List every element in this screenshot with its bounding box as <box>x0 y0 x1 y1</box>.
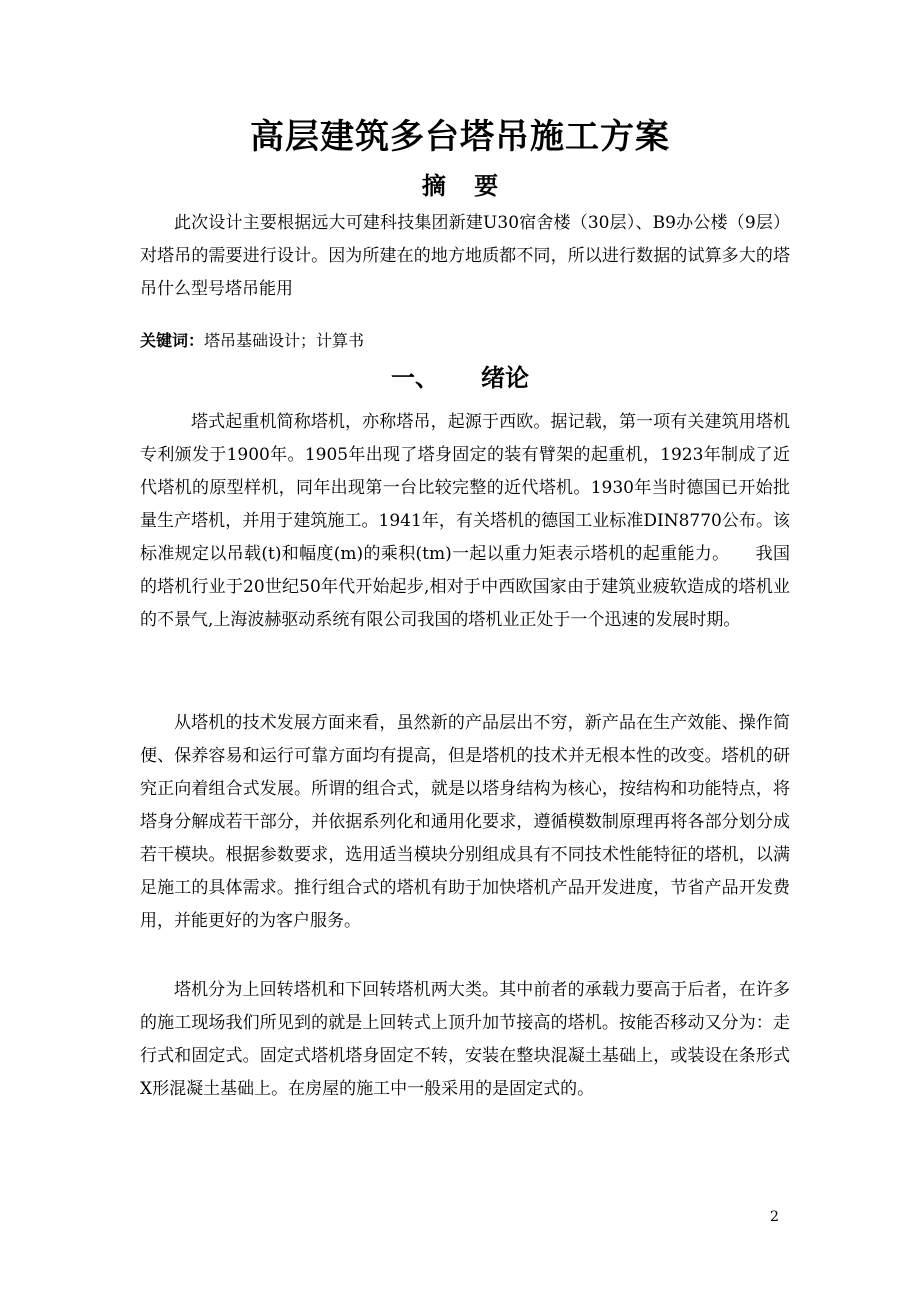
body-paragraph: 塔式起重机简称塔机，亦称塔吊，起源于西欧。据记载，第一项有关建筑用塔机专利颁发于1900年。1905年出现了塔身固定的装有臂架的起重机，1923年制成了近代塔机的原型样机，同年出现第一台比较完整的近代塔机。1930年当时德国已开始批量生产塔机，并用于建筑施工。1941年，有关塔机的德国工业标准DIN8770公布。该标准规定以吊载(t)和幅度(m)的乘积(tm)一起以重力矩表示塔机的起重能力。 我国的塔机行业于20世纪50年代开始起步,相对于中西欧国家由于建筑业疲软造成的塔机业的不景气,上海波赫驱动系统有限公司我国的塔机业正处于一个迅速的发展时期。 <box>140 412 790 630</box>
section-title: 绪论 <box>481 363 529 392</box>
keywords-text: 塔吊基础设计；计算书 <box>204 331 365 350</box>
document-title: 高层建筑多台塔吊施工方案 <box>250 117 670 157</box>
keywords-label: 关键词： <box>140 331 205 350</box>
section-heading <box>0 358 920 398</box>
body-paragraph: 塔机分为上回转塔机和下回转塔机两大类。其中前者的承载力要高于后者，在许多的施工现场我们所见到的就是上回转式上顶升加节接高的塔机。按能否移动又分为：走行式和固定式。固定式塔机塔身固定不转，安装在整块混凝土基础上，或装设在条形式X形混凝土基础上。在房屋的施工中一般采用的是固定式的。 <box>140 980 790 1099</box>
abstract-heading: 摘 要 <box>421 171 499 200</box>
section-number: 一、 <box>391 363 439 392</box>
page-number: 2 <box>770 1209 779 1225</box>
abstract-paragraph: 此次设计主要根据远大可建科技集团新建U30宿舍楼（30层）、B9办公楼（9层）对塔吊的需要进行设计。因为所建在的地方地质都不同，所以进行数据的试算多大的塔吊什么型号塔吊能用 <box>140 213 790 299</box>
body-paragraph: 从塔机的技术发展方面来看，虽然新的产品层出不穷，新产品在生产效能、操作简便、保养容易和运行可靠方面均有提高，但是塔机的技术并无根本性的改变。塔机的研究正向着组合式发展。所谓的组合式，就是以塔身结构为核心，按结构和功能特点，将塔身分解成若干部分，并依据系列化和通用化要求，遵循模数制原理再将各部分划分成若干模块。根据参数要求，选用适当模块分别组成具有不同技术性能特征的塔机，以满足施工的具体需求。推行组合式的塔机有助于加快塔机产品开发进度，节省产品开发费用，并能更好的为客户服务。 <box>140 713 790 931</box>
keywords-line <box>140 327 364 355</box>
